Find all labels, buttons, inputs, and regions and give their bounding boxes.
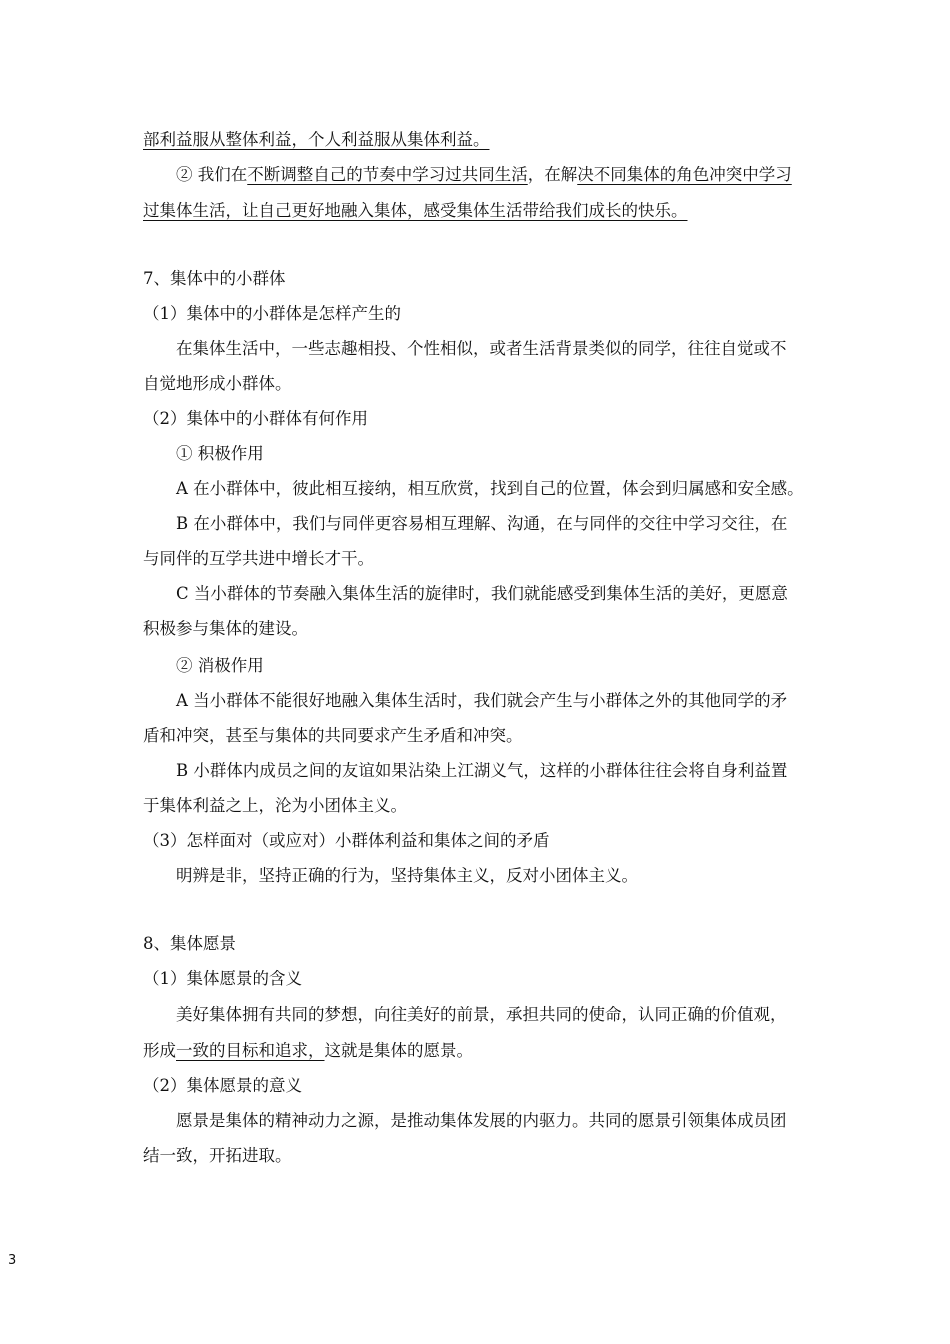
section7-q3-text: 明辨是非，坚持正确的行为，坚持集体主义，反对小团体主义。 bbox=[176, 866, 638, 885]
vision-suffix: 这就是集体的愿景。 bbox=[324, 1041, 473, 1060]
section8-q1-text-2 bbox=[143, 1039, 473, 1063]
section7-q2-title: （2）集体中的小群体有何作用 bbox=[143, 409, 368, 428]
point2-mid: ，在解 bbox=[527, 165, 578, 184]
vision-underline: 一致的目标和追求， bbox=[176, 1041, 325, 1060]
positive-effect-c-1: C 当小群体的节奏融入集体生活的旋律时，我们就能感受到集体生活的美好，更愿意 bbox=[176, 584, 788, 603]
negative-effect-b-2: 于集体利益之上，沦为小团体主义。 bbox=[143, 796, 407, 815]
section8-q1-title: （1）集体愿景的含义 bbox=[143, 969, 302, 988]
section8-q1-text-1: 美好集体拥有共同的梦想，向往美好的前景，承担共同的使命，认同正确的价值观， bbox=[176, 1005, 787, 1024]
section8-heading: 8、集体愿景 bbox=[143, 934, 236, 953]
point2-prefix: ② 我们在 bbox=[176, 165, 248, 184]
point2-underline-1: 不断调整自己的节奏中学习过共同生活 bbox=[247, 165, 528, 184]
section8-q2-text-1: 愿景是集体的精神动力之源，是推动集体发展的内驱力。共同的愿景引领集体成员团 bbox=[176, 1111, 787, 1130]
positive-effect-b-1: B 在小群体中，我们与同伴更容易相互理解、沟通，在与同伴的交往中学习交往，在 bbox=[176, 514, 788, 533]
positive-effect-b-2: 与同伴的互学共进中增长才干。 bbox=[143, 549, 374, 568]
positive-effect-c-2: 积极参与集体的建设。 bbox=[143, 619, 308, 638]
negative-effect-a-1: A 当小群体不能很好地融入集体生活时，我们就会产生与小群体之外的其他同学的矛 bbox=[176, 691, 788, 710]
vision-prefix: 形成 bbox=[143, 1041, 176, 1060]
section7-q1-text-2: 自觉地形成小群体。 bbox=[143, 374, 292, 393]
positive-effect-title: ① 积极作用 bbox=[176, 444, 264, 463]
section7-q1-text-1: 在集体生活中，一些志趣相投、个性相似，或者生活背景类似的同学，往往自觉或不 bbox=[176, 339, 787, 358]
section6-point2-line bbox=[176, 163, 792, 187]
section8-q2-title: （2）集体愿景的意义 bbox=[143, 1076, 302, 1095]
page-number: 3 bbox=[8, 1253, 17, 1268]
point2-underline-2: 决不同集体的角色冲突中学习 bbox=[577, 165, 792, 184]
negative-effect-a-2: 盾和冲突，甚至与集体的共同要求产生矛盾和冲突。 bbox=[143, 726, 523, 745]
section6-continuation-line: 部利益服从整体利益，个人利益服从集体利益。 bbox=[143, 130, 490, 149]
section6-point2-line-end: 过集体生活，让自己更好地融入集体，感受集体生活带给我们成长的快乐。 bbox=[143, 201, 688, 220]
negative-effect-b-1: B 小群体内成员之间的友谊如果沾染上江湖义气，这样的小群体往往会将自身利益置 bbox=[176, 761, 788, 780]
section8-q2-text-2: 结一致，开拓进取。 bbox=[143, 1146, 292, 1165]
section7-q3-title: （3）怎样面对（或应对）小群体利益和集体之间的矛盾 bbox=[143, 831, 550, 850]
negative-effect-title: ② 消极作用 bbox=[176, 656, 264, 675]
section7-q1-title: （1）集体中的小群体是怎样产生的 bbox=[143, 304, 401, 323]
positive-effect-a: A 在小群体中，彼此相互接纳，相互欣赏，找到自己的位置，体会到归属感和安全感。 bbox=[176, 479, 804, 498]
section7-heading: 7、集体中的小群体 bbox=[143, 269, 286, 288]
